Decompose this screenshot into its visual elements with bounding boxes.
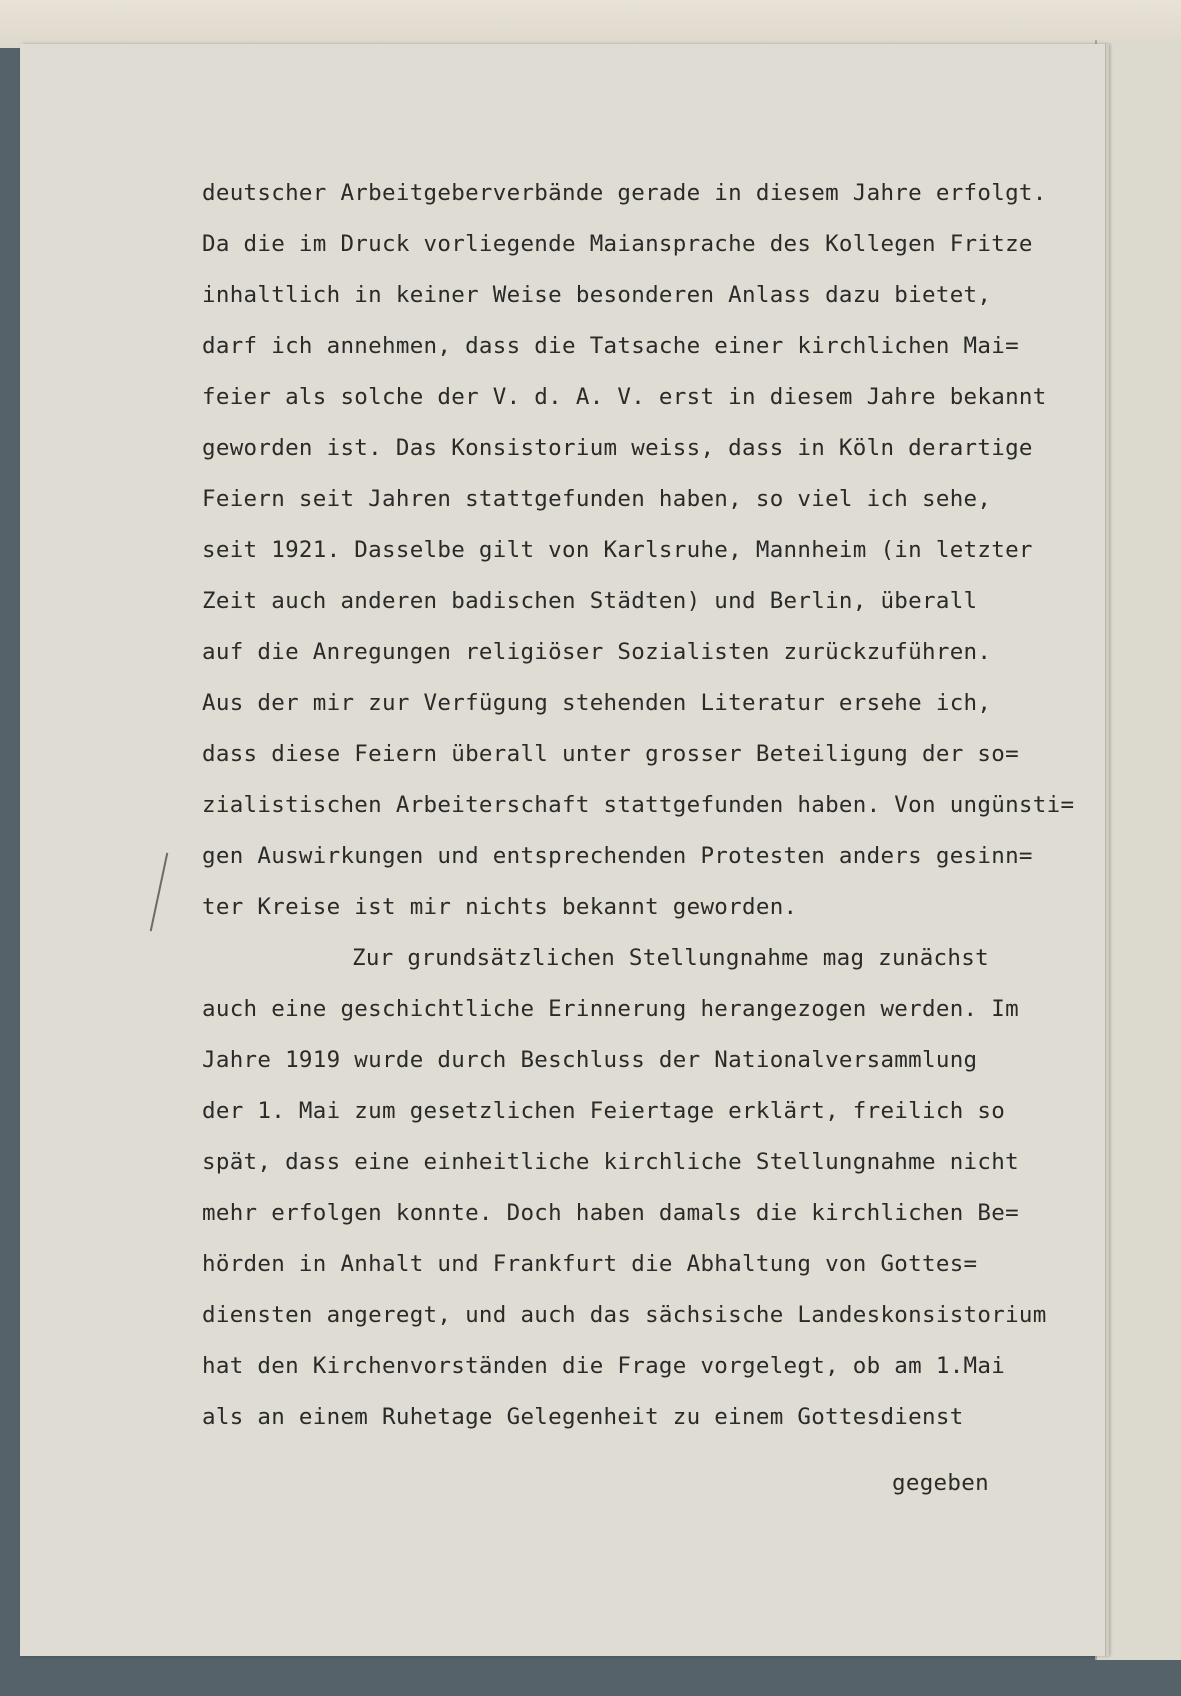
text-line: inhaltlich in keiner Weise besonderen Anlass dazu bietet, xyxy=(202,282,992,308)
text-line: Zeit auch anderen badischen Städten) und Berlin, überall xyxy=(202,588,978,614)
text-line: der 1. Mai zum gesetzlichen Feiertage erklärt, freilich so xyxy=(202,1098,1006,1124)
text-line: gen Auswirkungen und entsprechenden Protesten anders gesinn= xyxy=(202,843,1033,869)
text-line-paragraph-start: Zur grundsätzlichen Stellungnahme mag zunächst xyxy=(352,945,989,971)
text-line: hat den Kirchenvorständen die Frage vorgelegt, ob am 1.Mai xyxy=(202,1353,1006,1379)
text-line: geworden ist. Das Konsistorium weiss, dass in Köln derartige xyxy=(202,435,1033,461)
text-line: hörden in Anhalt und Frankfurt die Abhaltung von Gottes= xyxy=(202,1251,978,1277)
text-line: Aus der mir zur Verfügung stehenden Literatur ersehe ich, xyxy=(202,690,992,716)
text-line: ter Kreise ist mir nichts bekannt geworden. xyxy=(202,894,798,920)
text-line: dass diese Feiern überall unter grosser Beteiligung der so= xyxy=(202,741,1019,767)
text-line: feier als solche der V. d. A. V. erst in diesem Jahre bekannt xyxy=(202,384,1047,410)
text-line: zialistischen Arbeiterschaft stattgefunden haben. Von ungünsti= xyxy=(202,792,1075,818)
text-line: darf ich annehmen, dass die Tatsache einer kirchlichen Mai= xyxy=(202,333,1019,359)
catchword: gegeben xyxy=(892,1470,989,1496)
text-line: als an einem Ruhetage Gelegenheit zu einem Gottesdienst xyxy=(202,1404,964,1430)
text-line: diensten angeregt, und auch das sächsische Landeskonsistorium xyxy=(202,1302,1047,1328)
text-line: Jahre 1919 wurde durch Beschluss der Nationalversammlung xyxy=(202,1047,978,1073)
text-line: auch eine geschichtliche Erinnerung herangezogen werden. Im xyxy=(202,996,1019,1022)
text-line: mehr erfolgen konnte. Doch haben damals die kirchlichen Be= xyxy=(202,1200,1019,1226)
text-line: spät, dass eine einheitliche kirchliche Stellungnahme nicht xyxy=(202,1149,1019,1175)
text-line: deutscher Arbeitgeberverbände gerade in diesem Jahre erfolgt. xyxy=(202,180,1047,206)
page-edge xyxy=(1106,44,1109,1656)
text-line: seit 1921. Dasselbe gilt von Karlsruhe, Mannheim (in letzter xyxy=(202,537,1033,563)
text-line: Da die im Druck vorliegende Maiansprache des Kollegen Fritze xyxy=(202,231,1033,257)
text-line: auf die Anregungen religiöser Sozialisten zurückzuführen. xyxy=(202,639,992,665)
text-line: Feiern seit Jahren stattgefunden haben, so viel ich sehe, xyxy=(202,486,992,512)
scanner-top-strip xyxy=(0,0,1181,48)
